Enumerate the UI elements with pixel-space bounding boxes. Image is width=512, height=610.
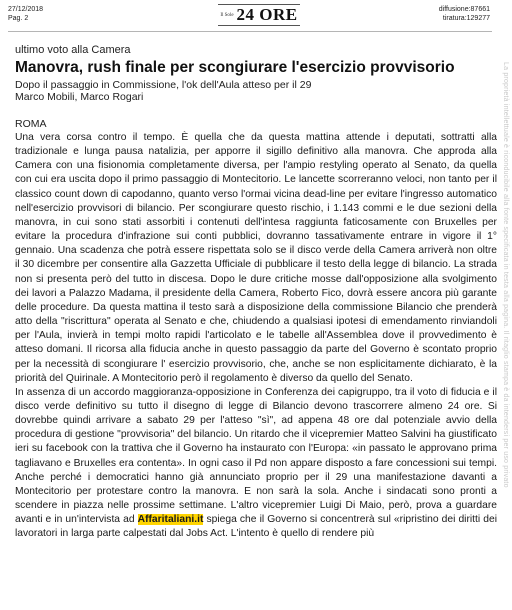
newspaper-logo: [218, 4, 300, 26]
paragraph-2-text: In assenza di un accordo maggioranza-opposizione in Conferenza dei capigruppo, tra il voto di fiducia e il disco verde definitivo su tutto il disegno di legge di Bilancio devono trascorrere almeno 24 ore. Si dovrebbe quindi arrivare a sabato 29 per l'atteso "sì", ad appena 48 ore dal potenziale avvio della procedura di gestione "provvisoria" del bilancio. Un ritardo che il vicepremier Matteo Salvini ha giustificato ieri su facebook con la trattiva che il Governo ha instaurato con l'Europa: «in passato le approvano prima tagliavano e Bruxelles era contenta». In ogni caso il Pd non appare disposto a fare concessioni sui tempi. Anche perché i democratici hanno già annunciato proprio per il 29 una manifestazione davanti a Montecitorio per protestare contro la manovra. E non sarà la sola. Anche i sindacati sono pronti a scendere in piazza nelle prossime settimane. L'altro vicepremier Luigi Di Maio, però, prova a guardare avanti e in un'intervista ad: [15, 386, 497, 526]
article-subtitle: Dopo il passaggio in Commissione, l'ok dell'Aula atteso per il 29: [15, 79, 312, 91]
article-paragraph-1: Una vera corsa contro il tempo. È quella che da questa mattina attende i deputati, sottratti alla tradizionale e lunga pausa natalizia, per apporre il sigillo definitivo alla manovra. Che approda alla Camera con una fisionomia completamente diversa, per l'ampio restyling operato al Senato, da quella con cui era uscita dopo il primo passaggio di Montecitorio. Le lancette scorreranno veloci, non tanto per il classico count down di capodanno, quanto verso l'ormai vicina dead-line per evitare l'ingresso automatico nell'esercizio provvisori di bilancio. Per scongiurare questo rischio, i 1.143 commi e le due sezioni della manovra, in cui sono stati assorbiti i contenuti dell'intesa raggiunta faticosamente con Bruxelles per evitare la procedura d'infrazione sui conti pubblici, dovranno tassativamente entrare in vigore il 1° gennaio. Una scadenza che potrà essere rispettata solo se il disco verde della Camera arriverà non oltre il 30 dicembre per consentire alla Gazzetta Ufficiale di pubblicare il testo della legge di bilancio. La strada non si presenta però del tutto in discesa. Dopo le dure critiche mosse dall'opposizione alla svolgimento dei lavori a Palazzo Madama, il presidente della Camera, Roberto Fico, dovrà essere ancora più garante delle procedure. Da questa mattina il testo sarà a disposizione della commissione Bilancio che prenderà atto della "riscrittura" operata al Senato e che, chiudendo a qualsiasi ipotesi di emendamento rinviandoli per l'Aula, invierà in tempi molto rapidi l'articolato e le tabelle all'Assemblea dove il provvedimento è atteso domani. Il ricorsa alla fiducia anche in questo passaggio da parte del Governo è scontato proprio per la necessità di scongiurare l' esercizio provvisorio, che, anche se non esplicitamente dichiarato, è la priorità del Quirinale. A Montecitorio però il regolamento è diverso da quello del Senato.: [15, 132, 497, 384]
diffusione-count: diffusione:87661: [438, 6, 490, 13]
header-meta-right: [439, 5, 490, 23]
header-meta-left: [8, 5, 43, 23]
edition-date: 27/12/2018: [8, 6, 44, 13]
page-number: Pag. 2: [8, 15, 29, 22]
article-kicker: ultimo voto alla Camera: [15, 44, 131, 56]
article-authors: Marco Mobili, Marco Rogari: [15, 91, 144, 103]
paragraph-2-continuation: spiega che il Governo si concentrerà sul «ripristino dei diritti dei lavoratori in larga parte calpestati dal Jobs Act. L'intento è quello di rendere più: [15, 514, 497, 540]
article-title: Manovra, rush finale per scongiurare l'esercizio provvisorio: [15, 59, 455, 76]
highlighted-source: Affaritaliani.it: [137, 514, 204, 526]
tiratura-count: tiratura:129277: [442, 15, 490, 22]
copyright-side-note: La proprietà intellettuale è riconducibile alla fonte specificata in testa alla pagina. Il ritaglio stampa è da intendersi per uso privato: [502, 62, 509, 488]
article-paragraph-2: [15, 386, 497, 542]
logo-small-text: Il Sole: [220, 12, 234, 18]
logo-big-text: 24 ORE: [236, 5, 298, 24]
article: [15, 44, 497, 542]
header-divider: [8, 31, 492, 32]
article-dateline: ROMA: [15, 118, 47, 130]
